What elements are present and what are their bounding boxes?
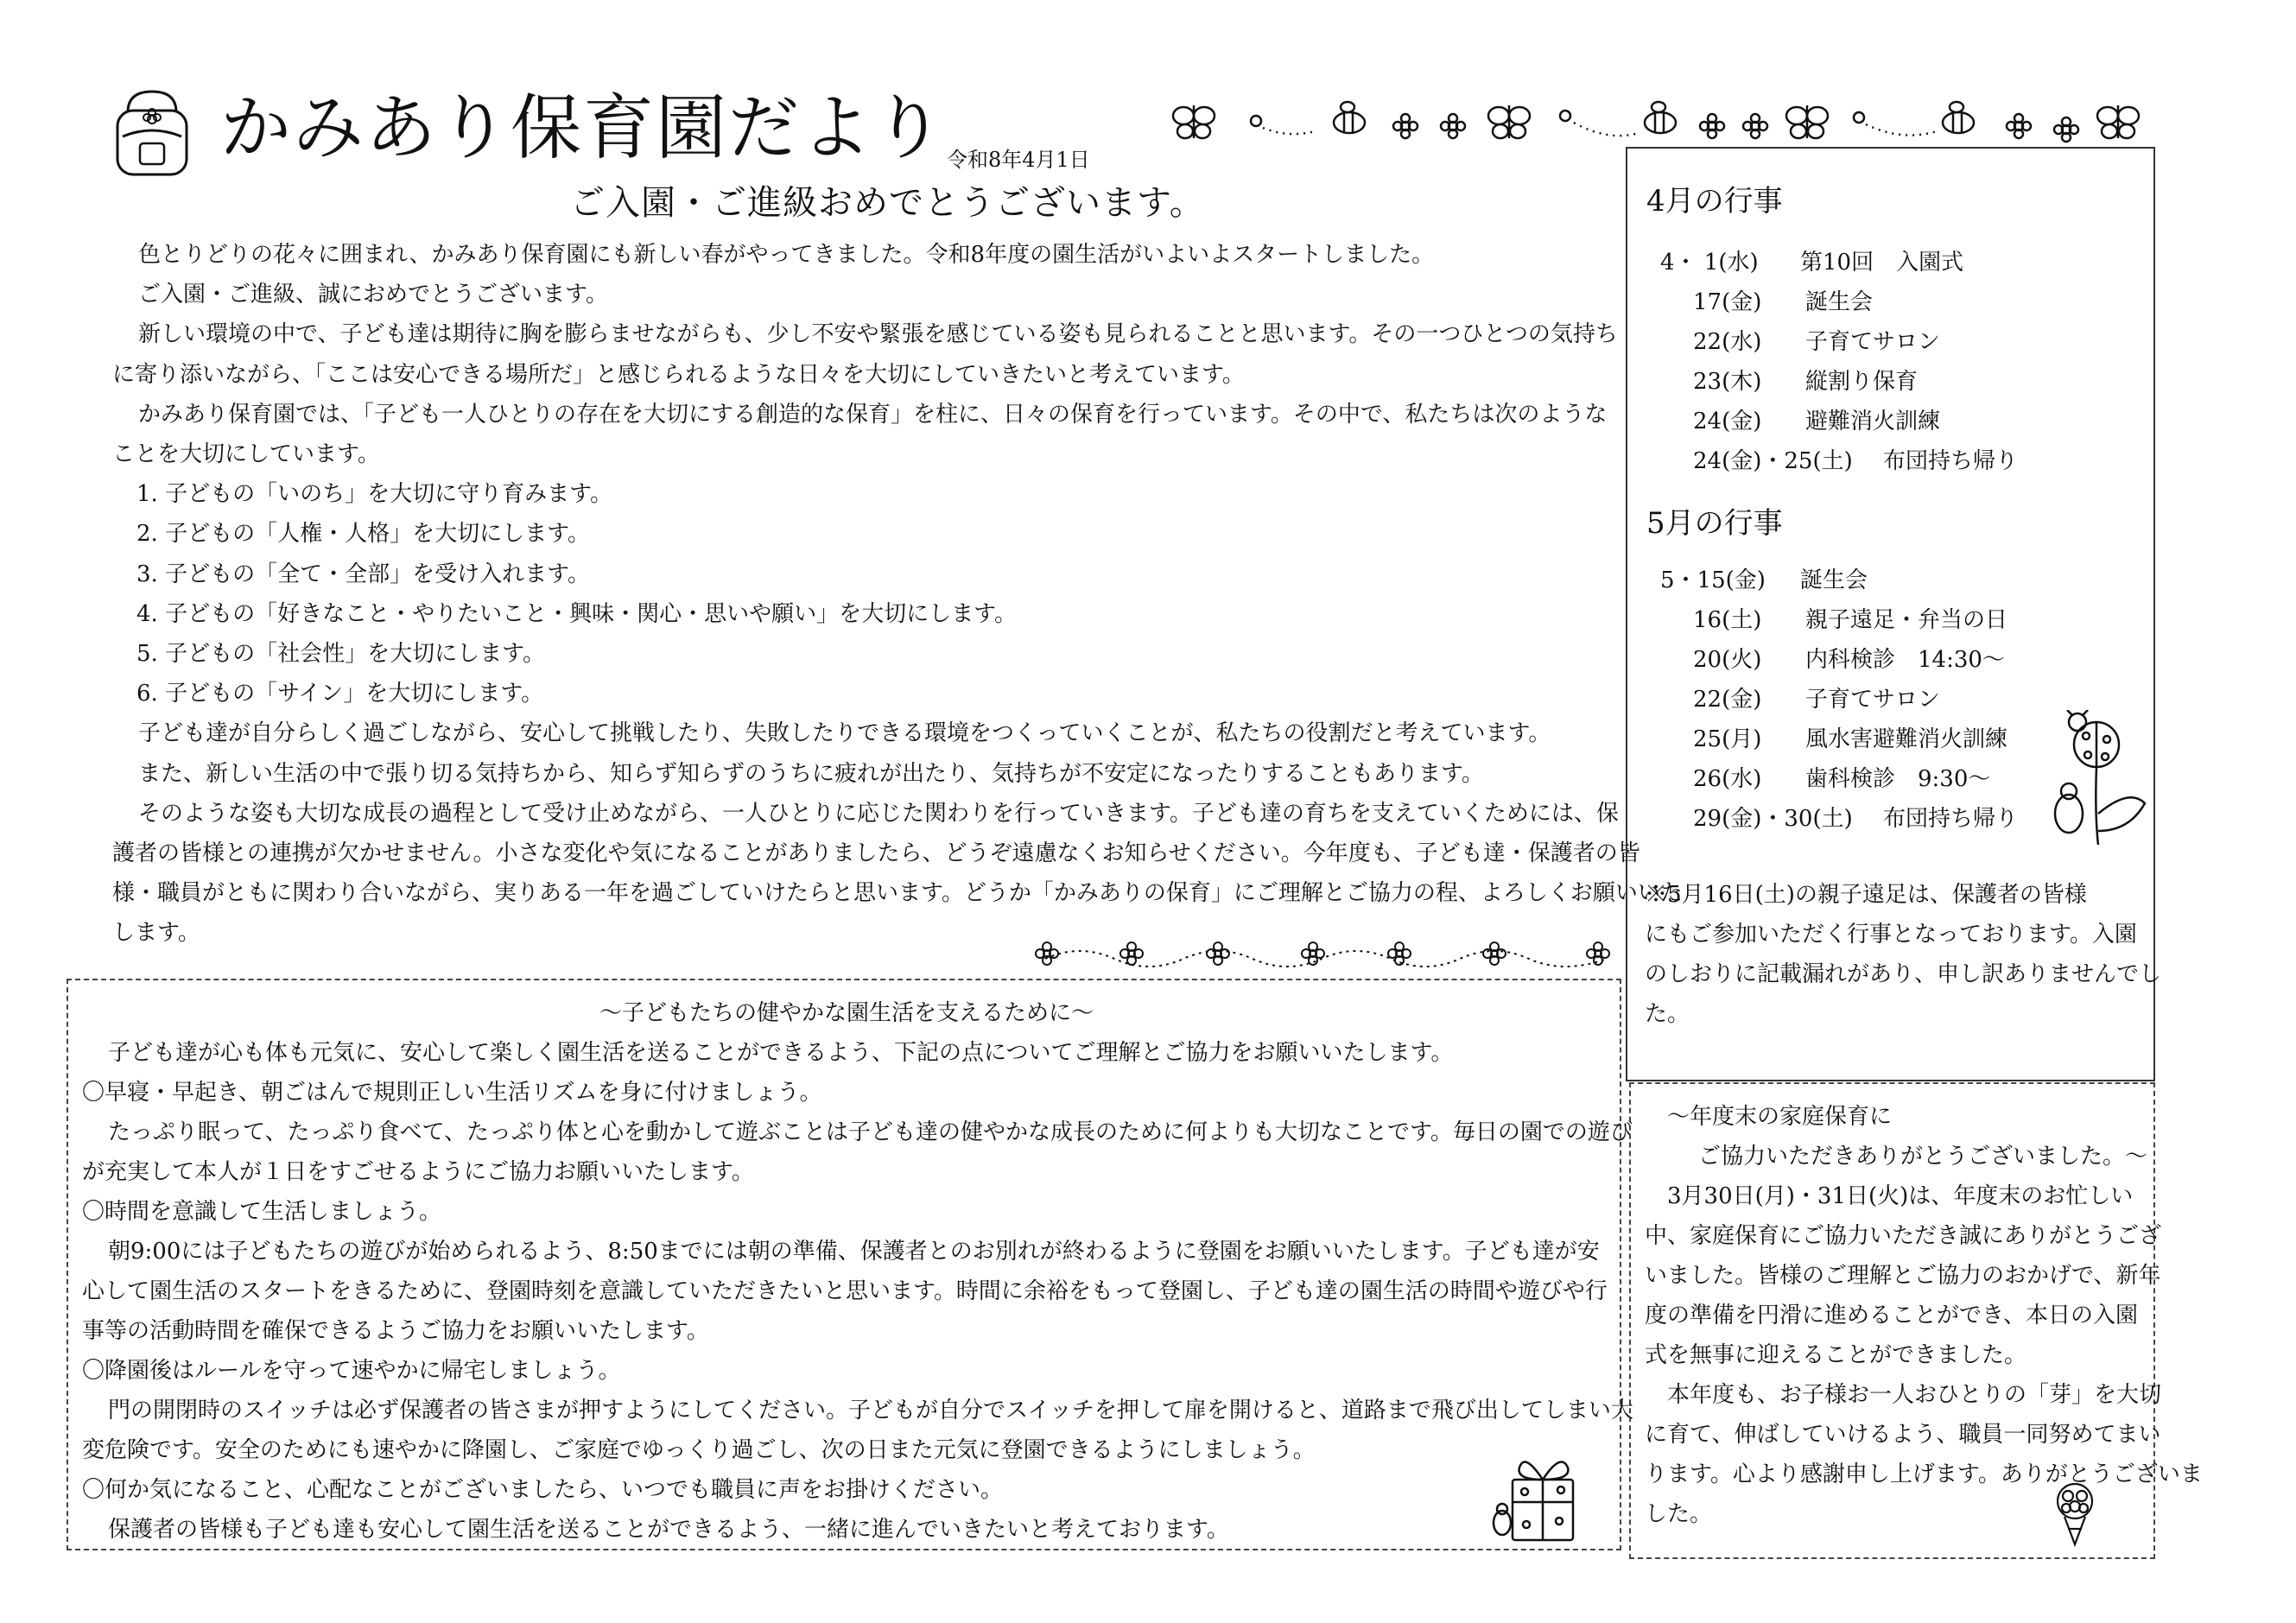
note-line: ※5月16日(土)の親子遠足は、保護者の皆様 <box>1645 882 2087 908</box>
policy-list-item: 4. 子どもの「好きなこと・やりたいこと・興味・関心・思いや願い」を大切にします。 <box>136 600 1017 627</box>
thanks-line: 本年度も、お子様お一人おひとりの「芽」を大切 <box>1667 1382 2162 1408</box>
event-date: 17(金) <box>1693 289 1762 315</box>
event-date: 25(月) <box>1693 726 1762 752</box>
event-name: 歯科検診 9:30～ <box>1805 766 1991 792</box>
thanks-heading-line: ご協力いただきありがとうございました。～ <box>1698 1144 2148 1170</box>
intro-paragraph: します。 <box>112 920 200 947</box>
page-subtitle: ご入園・ご進級おめでとうございます。 <box>570 183 1205 223</box>
may-events-heading: 5月の行事 <box>1646 506 1783 541</box>
event-name: 風水害避難消火訓練 <box>1805 726 2008 752</box>
health-line: 事等の活動時間を確保できるようご協力をお願いいたします。 <box>82 1318 709 1344</box>
intro-section <box>112 235 1683 954</box>
health-line: 変危険です。安全のためにも速やかに降園し、ご家庭でゆっくり過ごし、次の日また元気に登園できるようにしましょう。 <box>82 1437 1316 1463</box>
health-line: 〇早寝・早起き、朝ごはんで規則正しい生活リズムを身に付けましょう。 <box>82 1080 822 1106</box>
school-bag-icon <box>111 86 193 180</box>
event-name: 誕生会 <box>1805 289 1874 315</box>
intro-paragraph: そのような姿も大切な成長の過程として受け止めながら、一人ひとりに応じた関わりを行っていきます。子ども達の育ちを支えていくためには、保 <box>138 800 1619 827</box>
flower-vine-divider <box>1028 935 1624 973</box>
ladybug-flower-icon <box>2043 710 2148 848</box>
event-name: 親子遠足・弁当の日 <box>1805 607 2008 633</box>
gift-box-icon <box>1490 1449 1583 1544</box>
thanks-line: いました。皆様のご理解とご協力のおかげで、新年 <box>1645 1263 2161 1289</box>
event-date: 4・ 1(水) <box>1660 250 1759 276</box>
thanks-line: 度の準備を円滑に進めることができ、本日の入園 <box>1645 1303 2138 1328</box>
thanks-line: に育て、伸ばしていけるよう、職員一同努めてまい <box>1645 1422 2161 1448</box>
health-line: が充実して本人が１日をすごせるようにご協力お願いいたします。 <box>82 1159 754 1185</box>
event-date: 24(金) <box>1693 409 1762 434</box>
thanks-line: 式を無事に迎えることができました。 <box>1645 1342 2027 1368</box>
event-name: 内科検診 14:30～ <box>1805 647 2005 673</box>
thanks-line: 中、家庭保育にご協力いただき誠にありがとうござ <box>1645 1223 2162 1249</box>
event-name: 避難消火訓練 <box>1805 409 1941 434</box>
event-name: 第10回 入園式 <box>1800 250 1964 276</box>
health-line: 〇降園後はルールを守って速やかに帰宅しましょう。 <box>82 1358 621 1384</box>
bouquet-icon <box>2045 1479 2104 1548</box>
event-date: 29(金)・30(土) <box>1693 806 1853 832</box>
policy-list-item: 1. 子どもの「いのち」を大切に守り育みます。 <box>136 481 612 508</box>
intro-paragraph: 子ども達が自分らしく過ごしながら、安心して挑戦したり、失敗したりできる環境をつくっていくことが、私たちの役割だと考えています。 <box>138 720 1551 747</box>
note-line: た。 <box>1645 1001 1690 1027</box>
thanks-line: した。 <box>1645 1501 1713 1527</box>
intro-paragraph: ことを大切にしています。 <box>112 441 380 468</box>
excursion-note <box>1645 875 2162 1034</box>
event-date: 5・15(金) <box>1660 567 1766 593</box>
event-date: 24(金)・25(土) <box>1693 448 1853 474</box>
event-name: 布団持ち帰り <box>1883 806 2019 832</box>
health-line: 心して園生活のスタートをきるために、登園時刻を意識していただきたいと思います。時間に余裕をもって登園し、子ども達の園生活の時間や遊びや行 <box>82 1278 1608 1304</box>
intro-paragraph: に寄り添いながら、「ここは安心できる場所だ」と感じられるような日々を大切にしていきたいと考えています。 <box>112 361 1245 388</box>
event-date: 26(水) <box>1693 766 1762 792</box>
thanks-notice-text <box>1645 1097 2203 1534</box>
thanks-heading-line: ～年度末の家庭保育に <box>1667 1104 1893 1130</box>
event-name: 子育てサロン <box>1805 329 1941 355</box>
policy-list-item: 3. 子どもの「全て・全部」を受け入れます。 <box>136 561 590 587</box>
policy-list-item: 5. 子どもの「社会性」を大切にします。 <box>136 641 545 668</box>
policy-list-item: 6. 子どもの「サイン」を大切にします。 <box>136 681 544 707</box>
note-line: のしおりに記載漏れがあり、申し訳ありませんでし <box>1645 961 2162 987</box>
page-title: かみあり保育園だより <box>220 87 947 169</box>
intro-paragraph: 新しい環境の中で、子ども達は期待に胸を膨らませながらも、少し不安や緊張を感じている姿も見られることと思います。その一つひとつの気持ち <box>138 321 1618 348</box>
health-line: 朝9:00には子どもたちの遊びが始められるよう、8:50までには朝の準備、保護者とのお別れが終わるように登園をお願いいたします。子ども達が安 <box>108 1239 1600 1265</box>
april-events-heading: 4月の行事 <box>1646 184 1783 219</box>
event-name: 縦割り保育 <box>1805 369 1919 395</box>
event-name: 誕生会 <box>1800 567 1868 593</box>
intro-paragraph: 護者の皆様との連携が欠かせません。小さな変化や気になることがありましたら、どうぞ遠慮なくお知らせください。今年度も、子ども達・保護者の皆 <box>112 840 1640 867</box>
note-line: にもご参加いただく行事となっております。入園 <box>1645 922 2137 948</box>
health-line: 門の開閉時のスイッチは必ず保護者の皆さまが押すようにしてください。子どもが自分でスイッチを押して扉を開けると、道路まで飛び出してしまい大 <box>108 1398 1633 1423</box>
event-date: 23(木) <box>1693 369 1762 395</box>
intro-paragraph: 色とりどりの花々に囲まれ、かみあり保育園にも新しい春がやってきました。令和8年度の園生活がいよいよスタートしました。 <box>138 242 1435 268</box>
thanks-line: ります。心より感謝申し上げます。ありがとうございま <box>1645 1461 2203 1487</box>
event-name: 子育てサロン <box>1805 687 1941 713</box>
intro-paragraph: かみあり保育園では、「子ども一人ひとりの存在を大切にする創造的な保育」を柱に、日々の保育を行っています。その中で、私たちは次のような <box>138 401 1608 428</box>
event-name: 布団持ち帰り <box>1883 448 2019 474</box>
health-line: 保護者の皆様も子ども達も安心して園生活を送ることができるよう、一緒に進んでいきたいと考えております。 <box>108 1517 1229 1543</box>
intro-paragraph: ご入園・ご進級、誠におめでとうございます。 <box>138 282 608 308</box>
intro-paragraph: また、新しい生活の中で張り切る気持ちから、知らず知らずのうちに疲れが出たり、気持ちが不安定になったりすることもあります。 <box>138 760 1484 787</box>
health-notice-text <box>82 993 1633 1550</box>
health-line: 子ども達が心も体も元気に、安心して楽しく園生活を送ることができるよう、下記の点についてご理解とご協力をお願いいたします。 <box>108 1040 1454 1066</box>
event-date: 22(水) <box>1693 329 1762 355</box>
intro-paragraph: 様・職員がともに関わり合いながら、実りある一年を過ごしていけたらと思います。どうか「かみありの保育」にご理解とご協力の程、よろしくお願いいた <box>112 880 1683 907</box>
thanks-line: 3月30日(月)・31日(火)は、年度末のお忙しい <box>1667 1183 2134 1209</box>
policy-list-item: 2. 子どもの「人権・人格」を大切にします。 <box>136 521 590 548</box>
issue-date: 令和8年4月1日 <box>947 148 1090 172</box>
health-heading: ～子どもたちの健やかな園生活を支えるために～ <box>599 1000 1094 1026</box>
event-date: 16(土) <box>1693 607 1762 633</box>
health-line: たっぷり眠って、たっぷり食べて、たっぷり体と心を動かして遊ぶことは子ども達の健やかな成長のために何よりも大切なことです。毎日の園での遊び <box>108 1119 1633 1145</box>
health-line: 〇時間を意識して生活しましょう。 <box>82 1199 442 1225</box>
event-date: 20(火) <box>1693 647 1762 673</box>
health-line: 〇何か気になること、心配なことがございましたら、いつでも職員に声をお掛けください。 <box>82 1477 1004 1503</box>
event-date: 22(金) <box>1693 687 1762 713</box>
